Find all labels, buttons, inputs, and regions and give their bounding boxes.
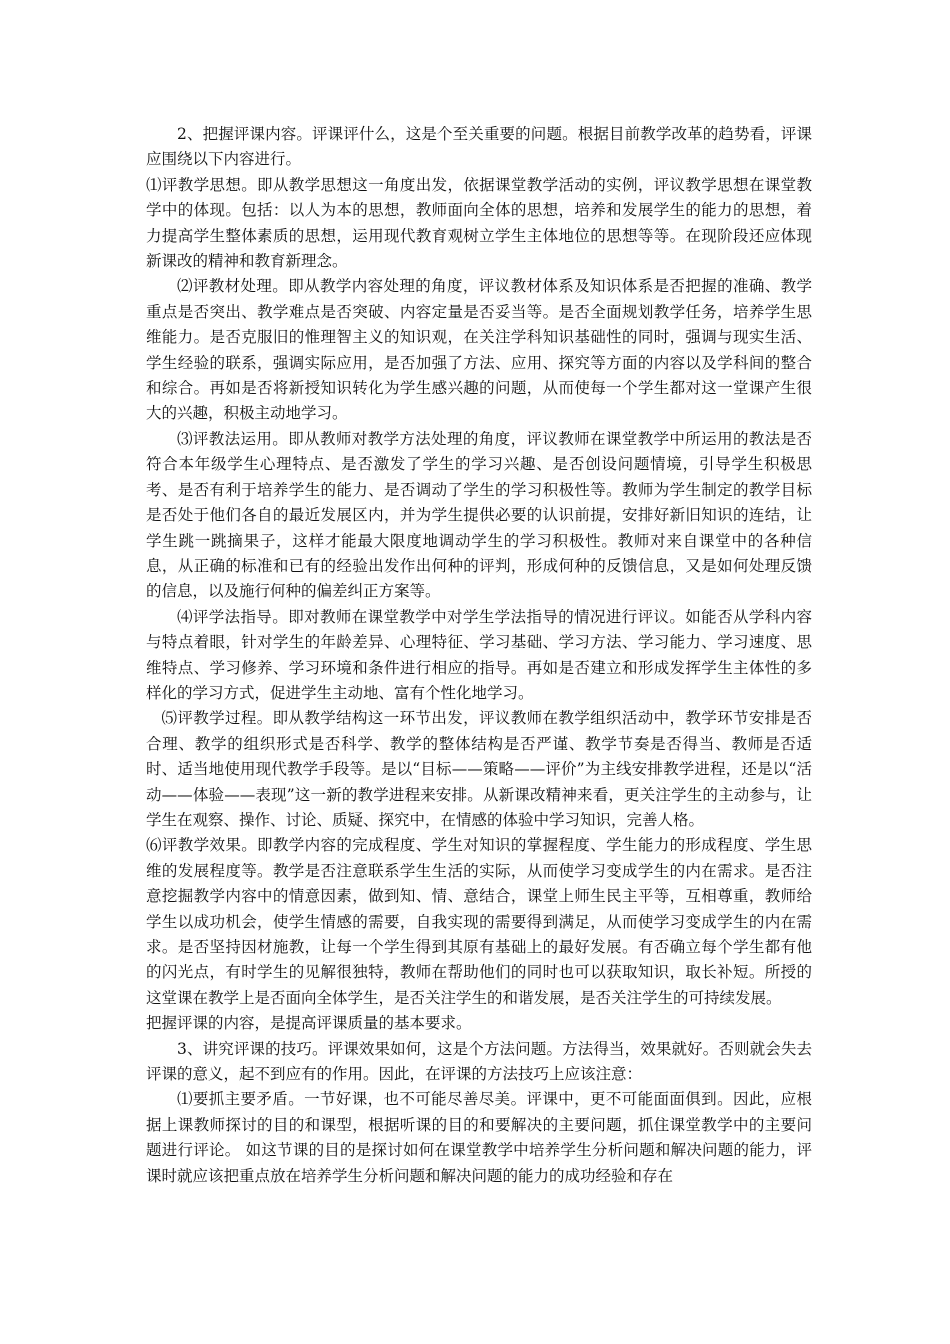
- paragraph-evaluation-skills-intro: 3、讲究评课的技巧。评课效果如何，这是个方法问题。方法得当，效果就好。否则就会失去评课的意义，起不到应有的作用。因此，在评课的方法技巧上应该注意：: [146, 1039, 812, 1084]
- paragraph-teaching-effect: ⑹评教学效果。即教学内容的完成程度、学生对知识的掌握程度、学生能力的形成程度、学生思维的发展程度等。教学是否注意联系学生生活的实际，从而使学习变成学生的内在需求。是否注意挖掘教学内容中的情意因素，做到知、情、意结合，课堂上师生民主平等，互相尊重，教师给学生以成功机会，使学生情感的需要，自我实现的需要得到满足，从而使学习变成学生的内在需求。是否坚持因材施教，让每一个学生得到其原有基础上的最好发展。有否确立每个学生都有他的闪光点，有时学生的见解很独特，教师在帮助他们的同时也可以获取知识，取长补短。所授的这堂课在教学上是否面向全体学生，是否关注学生的和谐发展，是否关注学生的可持续发展。: [146, 836, 812, 1007]
- paragraph-study-guidance: ⑷评学法指导。即对教师在课堂教学中对学生学法指导的情况进行评议。如能否从学科内容与特点着眼，针对学生的年龄差异、心理特征、学习基础、学习方法、学习能力、学习速度、思维特点、学习修养、学习环境和条件进行相应的指导。再如是否建立和形成发挥学生主体性的多样化的学习方式，促进学生主动地、富有个性化地学习。: [146, 607, 812, 702]
- paragraph-material-handling: ⑵评教材处理。即从教学内容处理的角度，评议教材体系及知识体系是否把握的准确、教学重点是否突出、教学难点是否突破、内容定量是否妥当等。是否全面规划教学任务，培养学生思维能力。是否克服旧的惟理智主义的知识观，在关注学科知识基础性的同时，强调与现实生活、学生经验的联系，强调实际应用，是否加强了方法、应用、探究等方面的内容以及学科间的整合和综合。再如是否将新授知识转化为学生感兴趣的问题，从而使每一个学生都对这一堂课产生很大的兴趣，积极主动地学习。: [146, 277, 812, 423]
- paragraph-evaluate-content-intro: 2、把握评课内容。评课评什么，这是个至关重要的问题。根据目前教学改革的趋势看，评课应围绕以下内容进行。: [146, 125, 812, 169]
- document-body: [146, 122, 812, 1189]
- paragraph-teaching-method: ⑶评教法运用。即从教师对教学方法处理的角度，评议教师在课堂教学中所运用的教法是否符合本年级学生心理特点、是否激发了学生的学习兴趣、是否创设问题情境，引导学生积极思考、是否有利于培养学生的能力、是否调动了学生的学习积极性等。教师为学生制定的教学目标是否处于他们各自的最近发展区内，并为学生提供必要的认识前提，安排好新旧知识的连结，让学生跳一跳摘果子，这样才能最大限度地调动学生的学习积极性。教师对来自课堂中的各种信息，从正确的标准和已有的经验出发作出何种的评判，形成何种的反馈信息，又是如何处理反馈的信息，以及施行何种的偏差纠正方案等。: [146, 429, 812, 601]
- paragraph-teaching-thought: ⑴评教学思想。即从教学思想这一角度出发，依据课堂教学活动的实例，评议教学思想在课堂教学中的体现。包括：以人为本的思想，教师面向全体的思想，培养和发展学生的能力的思想，着力提高学生整体素质的思想，运用现代教育观树立学生主体地位的思想等等。在现阶段还应体现新课改的精神和教育新理念。: [146, 175, 812, 271]
- paragraph-teaching-process: ⑸评教学过程。即从教学结构这一环节出发，评议教师在教学组织活动中，教学环节安排是否合理、教学的组织形式是否科学、教学的整体结构是否严谨、教学节奏是否得当、教师是否适时、适当地使用现代教学手段等。是以“目标——策略——评价”为主线安排教学进程，还是以“活动——体验——表现”这一新的教学进程来安排。从新课改精神来看，更关注学生的主动参与，让学生在观察、操作、讨论、质疑、探究中，在情感的体验中学习知识，完善人格。: [146, 709, 812, 829]
- paragraph-main-contradiction: ⑴要抓主要矛盾。一节好课，也不可能尽善尽美。评课中，更不可能面面俱到。因此，应根据上课教师探讨的目的和课型，根据听课的目的和要解决的主要问题，抓住课堂教学中的主要问题进行评论。 如这节课的目的是探讨如何在课堂教学中培养学生分析问题和解决问题的能力，评课时就应该把重点放在培养学生分析问题和解决问题的能力的成功经验和存在: [146, 1090, 812, 1185]
- paragraph-content-summary: 把握评课的内容，是提高评课质量的基本要求。: [146, 1014, 472, 1033]
